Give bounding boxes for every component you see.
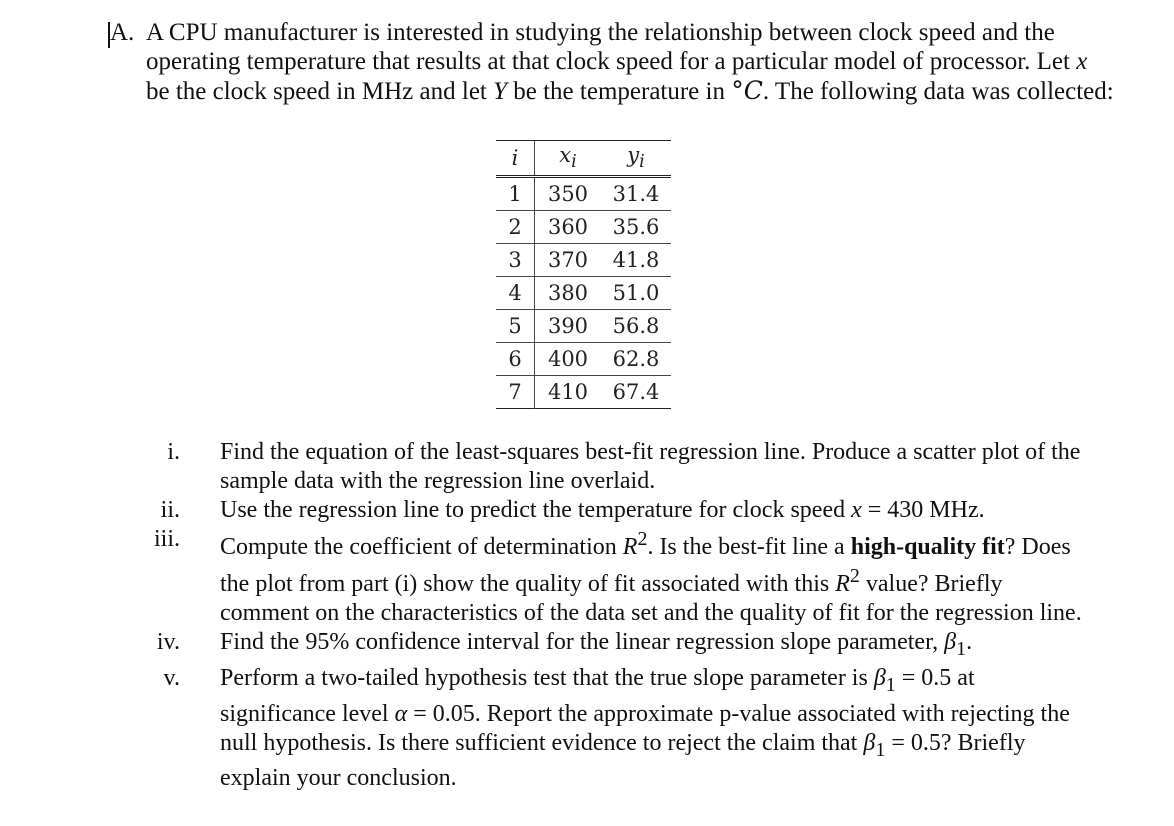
subquestion-list	[150, 438, 1120, 793]
intro-line-2: operating temperature that results at that clock speed for a particular model of processor. Let x	[146, 48, 1088, 75]
subquestion-iv: iv. Find the 95% confidence interval for the linear regression slope parameter, $\beta_1$.	[156, 629, 973, 660]
subquestion-ii: ii. Use the regression line to predict the temperature for clock speed x = 430 MHz.	[160, 497, 985, 523]
subquestion-number: iii.	[153, 526, 180, 552]
subquestion-number: i.	[167, 439, 180, 465]
table-row: 7 410 67.4	[496, 376, 671, 409]
emphasis-text: high-quality fit	[850, 534, 1005, 560]
question-intro	[110, 18, 1114, 106]
header-y: $y_i$	[627, 143, 645, 173]
table-row: 2 360 35.6	[496, 211, 671, 244]
subquestion-i: i. Find the equation of the least-squares best-fit regression line. Produce a scatter plot of the sample data with the regression line overlaid.	[167, 439, 1081, 494]
intro-line-3: be the clock speed in MHz and let Y be the temperature in °C. The following data was collected:	[146, 76, 1114, 105]
table-row: 3 370 41.8	[496, 244, 671, 277]
subquestion-iii: iii. Compute the coefficient of determination $R^2$. Is the best-fit line a high-quality fit? Does the plot from part (i) show the quality of fit associated with this $R^2$ value? Briefly comment on the characteristics of the data set and the quality of fit for the regression line.	[153, 526, 1082, 626]
intro-line-1: A. A CPU manufacturer is interested in studying the relationship between clock speed and the	[110, 19, 1055, 46]
table-row: 4 380 51.0	[496, 277, 671, 310]
table-row: 5 390 56.8	[496, 310, 671, 343]
subquestion-number: ii.	[160, 497, 180, 523]
subquestion-v: v. Perform a two-tailed hypothesis test that the true slope parameter is $\beta_1 = 0.5$ at significance level α = 0.05. Report the approximate p-value associated with rejecting the null hypothesis. Is there sufficient evidence to reject the claim that $\beta_1 = 0.5$? Briefly explain your conclusion.	[163, 664, 1070, 792]
question-label: A.	[110, 19, 135, 46]
data-table	[496, 140, 671, 409]
table-row: 6 400 62.8	[496, 343, 671, 376]
subquestion-number: iv.	[156, 629, 180, 655]
table-header-row	[496, 141, 671, 177]
table-row: 1 350 31.4	[496, 177, 671, 211]
header-i: i	[496, 141, 535, 177]
header-x: $x_i$	[559, 143, 577, 173]
subquestion-number: v.	[163, 664, 180, 691]
